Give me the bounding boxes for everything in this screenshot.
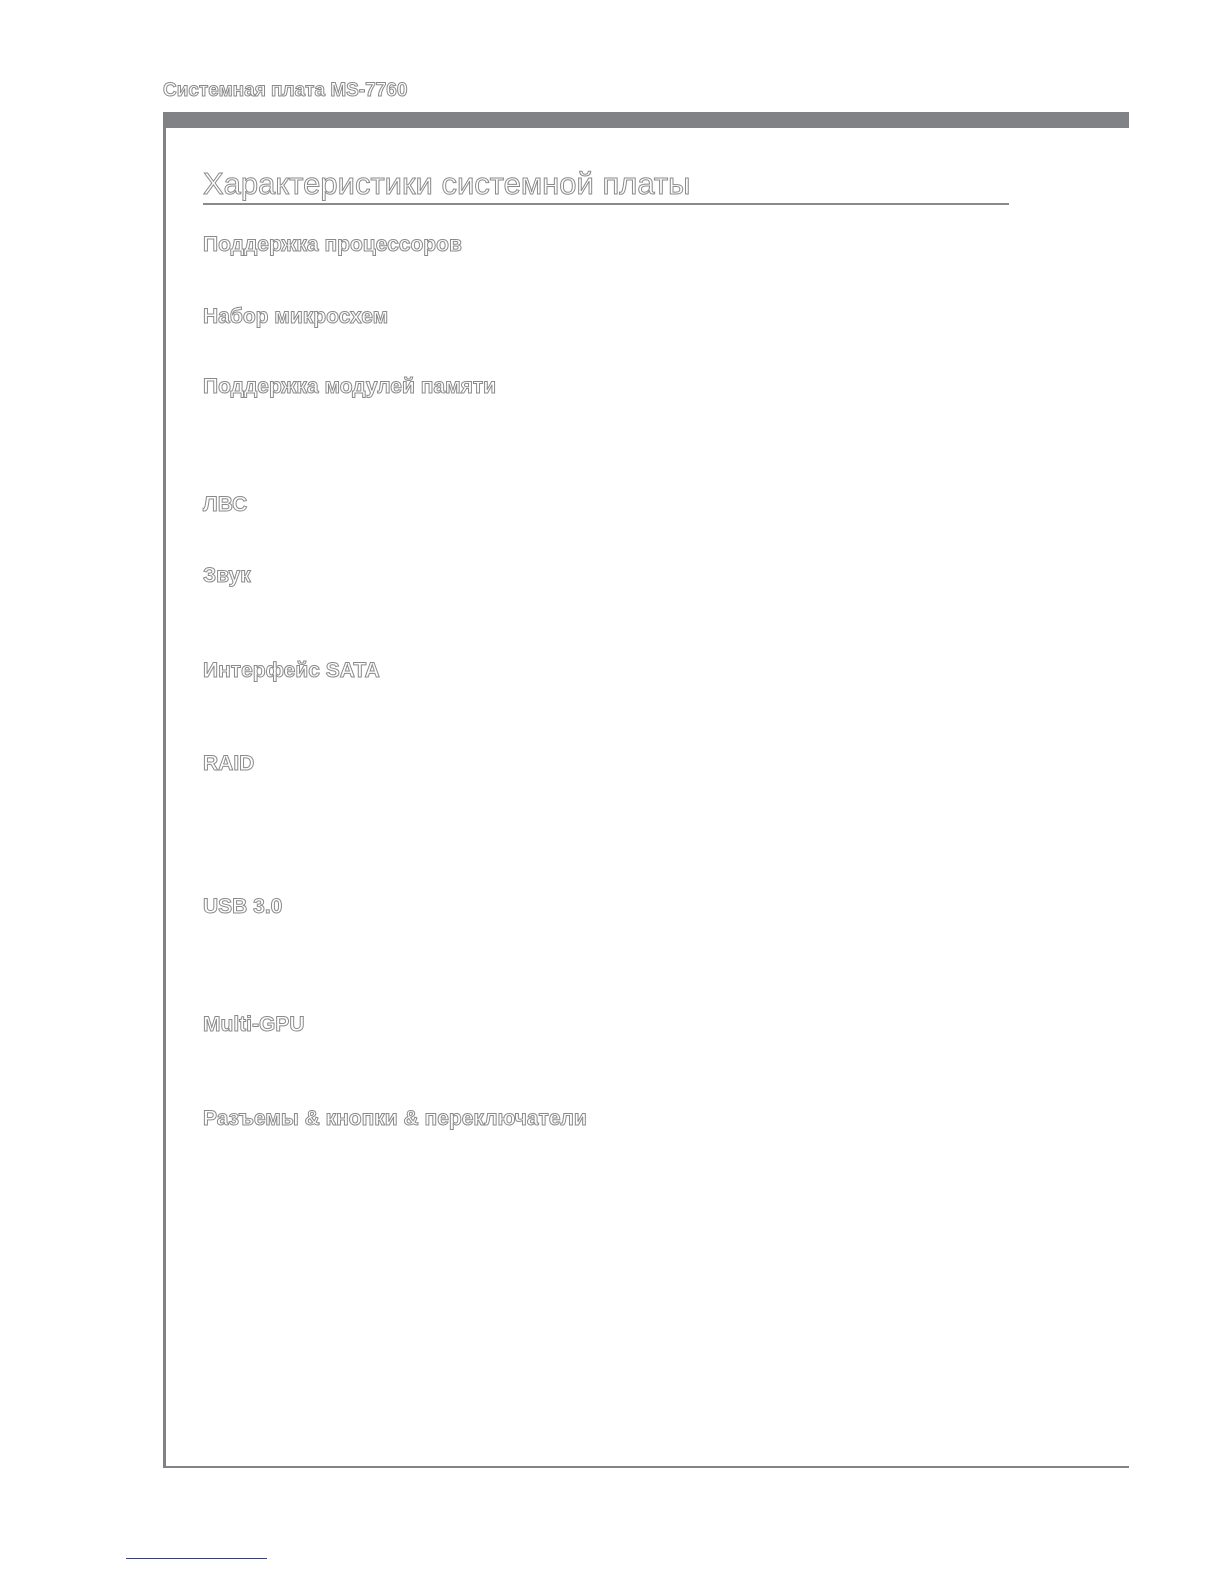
page-title: Характеристики системной платы bbox=[203, 166, 691, 201]
bottom-horizontal-rule bbox=[163, 1466, 1129, 1468]
section-heading-connectors: Разъемы & кнопки & переключатели bbox=[203, 1107, 587, 1130]
running-header: Системная плата MS-7760 bbox=[163, 80, 408, 101]
section-heading-memory-support: Поддержка модулей памяти bbox=[203, 375, 497, 398]
section-heading-lan: ЛВС bbox=[203, 493, 248, 516]
section-heading-chipset: Набор микросхем bbox=[203, 305, 389, 328]
title-underline bbox=[203, 203, 1009, 205]
left-vertical-rule bbox=[163, 112, 166, 1468]
section-heading-raid: RAID bbox=[203, 752, 255, 775]
section-heading-sata: Интерфейс SATA bbox=[203, 659, 380, 682]
section-heading-audio: Звук bbox=[203, 564, 251, 587]
section-heading-cpu-support: Поддержка процессоров bbox=[203, 233, 462, 256]
section-heading-multi-gpu: Multi-GPU bbox=[203, 1013, 305, 1036]
footer-rule bbox=[126, 1558, 267, 1559]
top-header-bar bbox=[163, 112, 1129, 128]
section-heading-usb3: USB 3.0 bbox=[203, 895, 283, 918]
